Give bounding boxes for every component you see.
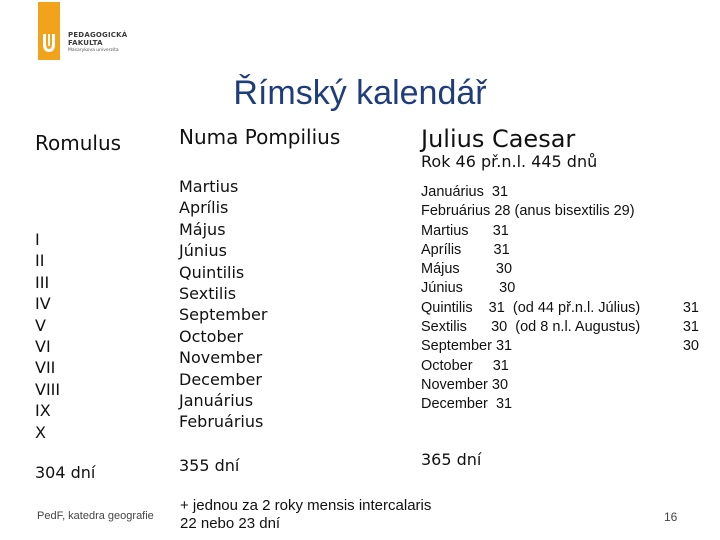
romulus-month-list [35,229,60,443]
caesar-month-row [421,337,699,356]
caesar-month-text: October 31 [421,357,509,374]
caesar-month-text: Június 30 [421,280,516,297]
numa-month: Martius [179,177,239,196]
numa-month: Június [179,241,227,261]
romulus-month: III [35,272,50,292]
caesar-month-row [421,222,699,241]
caesar-heading: Julius Caesar [421,125,576,153]
numa-month: Sextilis [179,283,237,303]
caesar-month-row [421,299,699,318]
numa-month: Februárius [179,412,264,432]
slide-title: Římský kalendář [233,74,487,112]
caesar-month-row [421,279,699,298]
romulus-month: II [35,251,45,271]
caesar-month-text: September 31 [421,338,513,355]
caesar-month-row [421,395,699,414]
numa-month: October [179,326,244,346]
romulus-month: VII [35,358,56,378]
caesar-month-text: Quintilis 31 (od 44 př.n.l. Július) [421,299,641,316]
numa-month: Aprílis [179,198,229,218]
page-number: 16 [664,510,678,524]
footer-source: PedF, katedra geografie [37,510,154,522]
romulus-month: I [35,230,40,249]
caesar-month-text: Aprílis 31 [421,241,510,258]
caesar-subheading: Rok 46 př.n.l. 445 dnů [421,152,598,171]
caesar-month-text: Sextilis 30 (od 8 n.l. Augustus) [421,319,641,336]
logo-text-university: Masarykova univerzita [68,48,119,53]
logo-text-faculty: PEDAGOGICKÁ [68,31,128,39]
romulus-month: IX [35,401,51,421]
caesar-month-later-days: 31 [682,299,699,316]
caesar-month-row [421,202,699,221]
caesar-month-text: Május 30 [421,261,513,278]
university-emblem-icon [41,32,57,54]
numa-month: Quintilis [179,262,245,282]
numa-heading: Numa Pompilius [179,125,341,149]
caesar-month-row [421,241,699,260]
intercalary-note [180,497,431,533]
caesar-month-list [421,183,699,415]
caesar-month-text: December 31 [421,396,513,413]
intercalary-note-line1: + jednou za 2 roky mensis intercalaris [180,497,432,514]
caesar-total: 365 dní [421,450,482,469]
romulus-total: 304 dní [35,463,96,482]
romulus-month: VIII [35,379,61,399]
logo-mark [38,2,60,60]
caesar-month-row [421,260,699,279]
caesar-month-text: November 30 [421,376,509,393]
intercalary-note-line2: 22 nebo 23 dní [180,515,281,532]
faculty-logo [38,2,138,60]
romulus-month: IV [35,294,51,314]
numa-month-list [179,176,267,433]
numa-month: September [179,305,268,325]
caesar-month-text: Februárius 28 (anus bisextilis 29) [421,203,635,220]
caesar-month-later-days: 31 [682,319,699,336]
caesar-month-row [421,183,699,202]
caesar-month-later-days: 30 [682,338,699,355]
numa-month: Januárius [179,390,254,410]
numa-total: 355 dní [179,456,240,475]
romulus-heading: Romulus [35,131,122,155]
romulus-month: V [35,315,46,335]
romulus-month: VI [35,336,51,356]
caesar-month-row [421,318,699,337]
logo-text-faculty-2: FAKULTA [68,39,103,47]
numa-month: December [179,369,262,389]
numa-month: November [179,348,263,368]
caesar-month-row [421,357,699,376]
caesar-month-row [421,376,699,395]
romulus-month: X [35,422,46,442]
caesar-month-text: Januárius 31 [421,184,509,200]
caesar-month-text: Martius 31 [421,222,509,239]
numa-month: Május [179,219,226,239]
